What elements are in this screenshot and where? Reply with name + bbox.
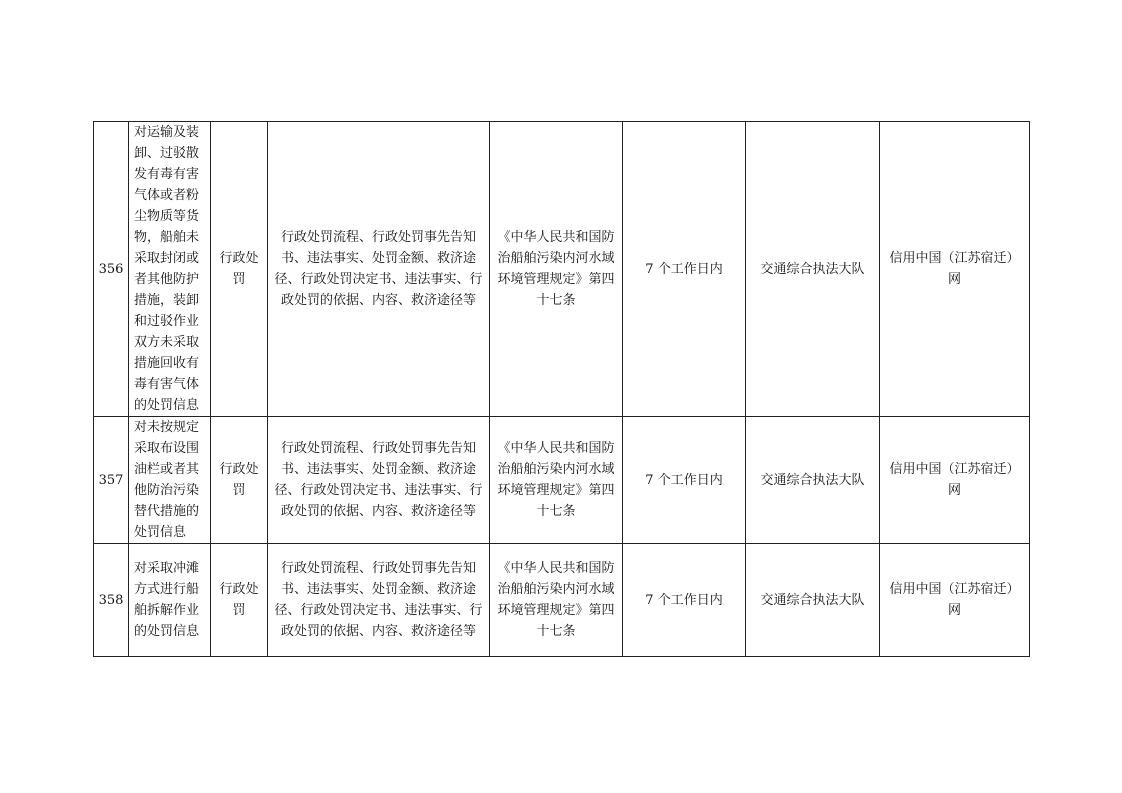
disclosure-period: 7 个工作日内 [623, 544, 746, 657]
item-category: 行政处罚 [211, 417, 268, 544]
row-number: 357 [94, 417, 129, 544]
disclosure-channel: 信用中国（江苏宿迁）网 [880, 417, 1030, 544]
legal-basis: 《中华人民共和国防治船舶污染内河水域环境管理规定》第四十七条 [490, 122, 623, 417]
disclosure-table [93, 121, 1030, 657]
legal-basis: 《中华人民共和国防治船舶污染内河水域环境管理规定》第四十七条 [490, 544, 623, 657]
disclosure-channel: 信用中国（江苏宿迁）网 [880, 544, 1030, 657]
item-category: 行政处罚 [211, 544, 268, 657]
legal-basis: 《中华人民共和国防治船舶污染内河水域环境管理规定》第四十七条 [490, 417, 623, 544]
item-name: 对采取冲滩方式进行船舶拆解作业的处罚信息 [129, 544, 211, 657]
row-number: 356 [94, 122, 129, 417]
row-number: 358 [94, 544, 129, 657]
table-row [94, 417, 1030, 544]
item-name: 对未按规定采取布设围油栏或者其他防治污染替代措施的处罚信息 [129, 417, 211, 544]
disclosure-channel: 信用中国（江苏宿迁）网 [880, 122, 1030, 417]
disclosure-period: 7 个工作日内 [623, 417, 746, 544]
responsible-agency: 交通综合执法大队 [746, 417, 880, 544]
item-category: 行政处罚 [211, 122, 268, 417]
responsible-agency: 交通综合执法大队 [746, 122, 880, 417]
item-name: 对运输及装卸、过驳散发有毒有害气体或者粉尘物质等货物，船舶未采取封闭或者其他防护措施，装卸和过驳作业双方未采取措施回收有毒有害气体的处罚信息 [129, 122, 211, 417]
disclosure-table-wrapper [93, 121, 1030, 657]
disclosure-period: 7 个工作日内 [623, 122, 746, 417]
disclosure-content: 行政处罚流程、行政处罚事先告知书、违法事实、处罚金额、救济途径、行政处罚决定书、违法事实、行政处罚的依据、内容、救济途径等 [268, 544, 490, 657]
disclosure-content: 行政处罚流程、行政处罚事先告知书、违法事实、处罚金额、救济途径、行政处罚决定书、违法事实、行政处罚的依据、内容、救济途径等 [268, 122, 490, 417]
disclosure-content: 行政处罚流程、行政处罚事先告知书、违法事实、处罚金额、救济途径、行政处罚决定书、违法事实、行政处罚的依据、内容、救济途径等 [268, 417, 490, 544]
responsible-agency: 交通综合执法大队 [746, 544, 880, 657]
table-row [94, 122, 1030, 417]
table-row [94, 544, 1030, 657]
